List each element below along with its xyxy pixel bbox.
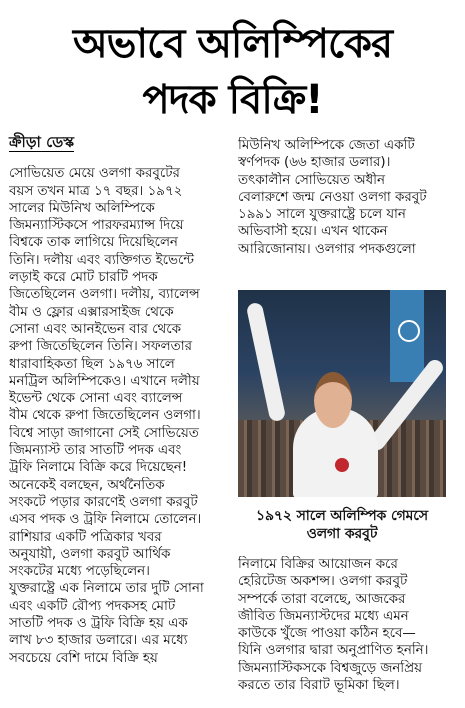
text-line: লাখ ৮৩ হাজার ডলারে। এর মধ্যে	[9, 633, 188, 649]
caption-line-2: ওলগা করবুট	[306, 526, 378, 542]
leotard-emblem	[335, 458, 349, 472]
text-line: জিমন্যাস্টিকসে পারফরম্যান্স দিয়ে	[9, 218, 184, 234]
text-line: বিশ্বে সাড়া জাগানো সেই সোভিয়েত	[9, 425, 199, 441]
article-left-column	[9, 134, 231, 667]
text-line: এসব পদক ও ট্রফি নিলামে তোলেন।	[9, 512, 202, 528]
headline-line-2: পদক বিক্রি!	[142, 77, 323, 123]
text-line: ধারাবাহিকতা ছিল ১৯৭৬ সালে	[9, 356, 175, 372]
right-column-top-text	[238, 137, 446, 258]
byline: ক্রীড়া ডেস্ক	[9, 133, 75, 151]
text-line: আরিজোনায়। ওলগার পদকগুলো	[238, 241, 416, 257]
text-line: তৎকালীন সোভিয়েত অধীন	[238, 172, 385, 188]
gymnast-photo	[238, 290, 446, 497]
text-line: নিলামে বিক্রির আয়োজন করে	[238, 557, 398, 572]
text-line: হেরিটেজ অকশন্স। ওলগা করবুট	[238, 574, 408, 590]
text-line: রাশিয়ার একটি পত্রিকার খবর	[9, 529, 162, 545]
text-line: অনেকেই বলছেন, অর্থনৈতিক	[9, 477, 165, 493]
text-line: ট্রফি নিলামে বিক্রি করে দিয়েছেন!	[9, 460, 188, 476]
photo-caption	[238, 507, 446, 543]
text-line: কাউকে খুঁজে পাওয়া কঠিন হবে—	[238, 626, 416, 642]
text-line: জিমন্যাস্ট তার সাতটি পদক এবং	[9, 443, 182, 459]
text-line: রুপা জিতেছিলেন তিনি। সফলতার	[9, 339, 192, 355]
text-line: সংকটের মধ্যে পড়েছিলেন।	[9, 564, 150, 580]
gymnast-head	[314, 372, 352, 428]
caption-line-1: ১৯৭২ সালে অলিম্পিক গেমসে	[256, 508, 428, 524]
text-line: অভিবাসী হয়ে। এখন থাকেন	[238, 224, 388, 240]
text-line: সম্পর্কে তারা বলেছে, আজকের	[238, 591, 406, 607]
text-line: সালের মিউনিখ অলিম্পিকে	[9, 200, 155, 216]
text-line: বয়স তখন মাত্র ১৭ বছর। ১৯৭২	[9, 183, 183, 199]
text-line: জিমন্যাস্টিকসকে বিশ্বজুড়ে জনপ্রিয়	[238, 660, 423, 676]
text-line: সাতটি পদক ও ট্রফি বিক্রি হয় এক	[9, 616, 188, 632]
text-line: লড়াই করে মোট চারটি পদক	[9, 270, 158, 286]
olympic-flag-shape	[390, 290, 424, 382]
text-line: করতে তার বিরাট ভূমিকা ছিল।	[238, 678, 400, 694]
article-right-column-top	[238, 137, 446, 258]
text-line: অনুযায়ী, ওলগা করবুট আর্থিক	[9, 546, 171, 562]
text-line: ইভেন্ট থেকে সোনা এবং ব্যালেন্স	[9, 391, 183, 407]
text-line: তিনি। দলীয় এবং ব্যক্তিগত ইভেন্টে	[9, 252, 194, 268]
right-column-bottom-text	[238, 556, 446, 694]
text-line: বীম থেকে রুপা জিতেছিলেন ওলগা।	[9, 408, 201, 424]
headline-line-1: অভাবে অলিম্পিকের	[72, 21, 393, 67]
left-column-text	[9, 165, 231, 667]
raised-left-arm	[246, 302, 287, 423]
text-line: সোনা এবং আনইভেন বার থেকে	[9, 321, 181, 337]
text-line: যুক্তরাষ্ট্রে এক নিলামে তার দুটি সোনা	[9, 581, 204, 597]
text-line: বিশ্বকে তাক লাগিয়ে দিয়েছিলেন	[9, 235, 178, 251]
text-line: এবং একটি রৌপ্য পদকসহ মোট	[9, 598, 176, 614]
text-line: মিউনিখ অলিম্পিকে জেতা একটি	[238, 138, 415, 153]
text-line: ১৯৯১ সালে যুক্তরাষ্ট্রে চলে যান	[238, 207, 406, 223]
text-line: সংকটে পড়ার কারণেই ওলগা করবুট	[9, 494, 198, 510]
text-line: সবচেয়ে বেশি দামে বিক্রি হয়	[9, 650, 158, 666]
article-right-column-bottom	[238, 556, 446, 694]
text-line: সোভিয়েত মেয়ে ওলগা করবুটের	[9, 166, 180, 182]
text-line: বীম ও ফ্লোর এক্সারসাইজ থেকে	[9, 304, 174, 320]
text-line: বেলারুশে জন্ম নেওয়া ওলগা করবুট	[238, 189, 427, 205]
text-line: মনট্রিল অলিম্পিকেও। এখানে দলীয়	[9, 373, 200, 389]
text-line: স্বর্ণপদক (৬৬ হাজার ডলার)।	[238, 155, 391, 171]
text-line: জিতেছিলেন ওলগা। দলীয়, ব্যালেন্স	[9, 287, 200, 303]
text-line: যিনি ওলগার দ্বারা অনুপ্রাণিত হননি।	[238, 643, 429, 659]
text-line: জীবিত জিমন্যাস্টদের মধ্যে এমন	[238, 608, 409, 624]
